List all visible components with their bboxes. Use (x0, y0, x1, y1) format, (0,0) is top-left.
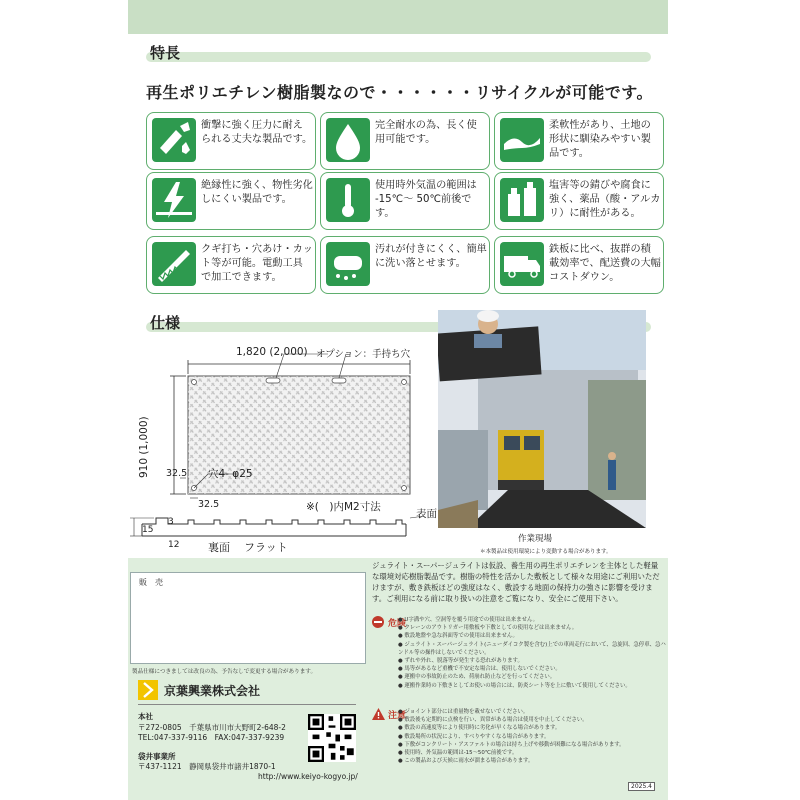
face-label: 表面 (416, 508, 437, 520)
feature-text: 塩害等の錆びや腐食に強く、薬品（酸・アルカリ）に耐性がある。 (549, 180, 661, 219)
worksite-photo (438, 310, 646, 528)
m2-note: ※( )内M2寸法 (306, 501, 381, 513)
sales-box (130, 572, 366, 664)
feature-card (494, 172, 664, 230)
top-band (128, 0, 668, 34)
warning-item: ● 使用時、外気温の範囲は-15～50℃前後です。 (398, 750, 518, 757)
thickness-top: 3 (168, 517, 174, 527)
back-label: 裏面 (208, 541, 230, 554)
water-drop-icon (326, 118, 370, 162)
feature-card (146, 236, 316, 294)
danger-badge (372, 616, 384, 628)
caution-title: 注意 (388, 711, 407, 721)
feature-card (494, 112, 664, 170)
feature-text: クギ打ち・穴あけ・カット等が可能。電動工具で加工できます。 (201, 244, 313, 283)
sales-label: 販 売 (139, 578, 163, 587)
feature-text: 完全耐水の為、長く使用可能です。 (375, 120, 477, 145)
headline: 再生ポリエチレン樹脂製なので・・・・・・リサイクルが可能です。 (146, 83, 653, 102)
width-dimension: 1,820 (2,000) (236, 346, 308, 358)
head-office-address: 〒272-0805 千葉県市川市大野町2-648-2 (138, 723, 286, 732)
photo-caption: 作業現場 (518, 534, 553, 544)
feature-text: 鉄板に比べ、抜群の積載効率で、配送費の大幅コストダウン。 (549, 244, 661, 283)
washing-icon (326, 242, 370, 286)
spec-title: 仕様 (150, 314, 181, 332)
company-name: 京葉興業株式会社 (164, 684, 261, 698)
website-url[interactable]: http://www.keiyo-kogyo.jp/ (258, 772, 358, 781)
product-description: ジュライト・スーパージュライトは仮設、養生用の再生ポリエチレンを主体とした軽量な環境対応樹脂製品です。樹脂の特性を活かした敷板として様々な用途にご利用いただけますが、敷き鉄板ほどの強度はなく、敷設する地面の保持力の強さに影響を受けます。ご利用になる前に取り扱いの注意をご覧になり、安全にご使用下さい。 (372, 561, 660, 603)
warning-item: ● 敷設場所の状況により、すべりやすくなる場合があります。 (398, 733, 550, 740)
warning-item: ● クレーンのアウトリガー用敷板や下敷としての使用などは出来ません。 (398, 625, 578, 632)
thickness-bottom: 12 (168, 540, 180, 550)
impact-icon (152, 118, 196, 162)
warning-item: ● ずれや外れ、脱落等が発生する恐れがあります。 (398, 658, 523, 665)
feature-text: 絶縁性に強く、物性劣化しにくい製品です。 (201, 180, 313, 205)
warning-item: ● 馬等があるなど重機で不安定な場合は、使用しないでください。 (398, 666, 561, 673)
feature-text: 汚れが付きにくく、簡単に洗い落とせます。 (375, 244, 487, 269)
warning-item: ● この製品および天候に雨水が溜まる場合があります。 (398, 758, 534, 765)
warning-item: ● U字溝や穴、空洞等を覆う用途での使用は出来ません。 (398, 617, 539, 623)
truck-icon (500, 242, 544, 286)
warning-item: ● 敷設地盤や急な斜面等での使用は出来ません。 (398, 633, 518, 640)
danger-list (386, 616, 666, 690)
warning-item: ● 敷設後も定期的に点検を行い、異常がある場合は使用を中止してください。 (398, 717, 588, 724)
thickness-total: 15 (142, 525, 154, 535)
company-logo-icon (138, 680, 158, 700)
danger-title: 危険 (388, 619, 407, 629)
saw-icon (152, 242, 196, 286)
branch-title: 袋井事業所 (138, 752, 176, 761)
offset-horizontal: 32.5 (198, 499, 220, 510)
qr-code-icon (308, 714, 356, 762)
flexible-sheet-icon (500, 118, 544, 162)
chemical-bottles-icon (500, 178, 544, 222)
hole-spec: 穴4- φ25 (208, 468, 253, 480)
feature-card (320, 172, 490, 230)
head-office-title: 本社 (138, 712, 153, 721)
feature-card (146, 112, 316, 170)
height-dimension: 910 (1,000) (138, 416, 150, 478)
feature-card (146, 172, 316, 230)
feature-card (494, 236, 664, 294)
warning-item: ● 敷設の高速度等により使用時に劣化が早くなる場合があります。 (398, 725, 561, 732)
catalog-page (128, 0, 668, 800)
features-title: 特長 (150, 44, 181, 62)
divider (138, 704, 356, 705)
lower-panel (128, 558, 668, 800)
feature-text: 使用時外気温の範囲は -15℃～ 50℃前後です。 (375, 180, 477, 219)
lightning-icon (152, 178, 196, 222)
feature-card (320, 236, 490, 294)
feature-text: 衝撃に強く圧力に耐えられる丈夫な製品です。 (201, 120, 313, 145)
warning-item: ● ジュライト・スーパージュライト(ニューダイコク製を含む)上での車両走行において、急旋回、急停車、急ハンドル等の操作はしないでください。 (398, 641, 666, 656)
option-handle-hole: オプション：手持ち穴 (316, 349, 411, 360)
flat-label: フラット (244, 541, 288, 554)
spec-change-note: 製品仕様につきましては改良の為、予告なしで変更する場合があります。 (132, 669, 317, 675)
edition-label: 2025.4 (628, 782, 655, 791)
feature-text: 柔軟性があり、土地の形状に馴染みやすい製品です。 (549, 120, 651, 159)
warning-item: ● 下敷がコンクリート・アスファルトの場合は持ち上げや移動が困難になる場合があります。 (398, 741, 625, 748)
head-office-phone: TEL:047-337-9116 FAX:047-337-9239 (138, 733, 285, 742)
caution-list (386, 708, 666, 765)
offset-vertical: 32.5 (166, 468, 188, 479)
feature-card (320, 112, 490, 170)
features-title-bar (146, 52, 651, 62)
branch-address: 〒437-1121 静岡県袋井市諸井1870-1 (138, 762, 276, 771)
warning-item: ● 運搬作業時の下敷きとしてお使いの場合には、防炎シート等を上に敷いて使用してください。 (398, 682, 631, 689)
caution-triangle-icon (372, 708, 385, 720)
photo-note: ＊本製品は使用環境により変動する場合があります。 (480, 549, 612, 555)
warning-item: ● ジョイント部分には重量物を載せないでください。 (398, 709, 529, 715)
thermometer-icon (326, 178, 370, 222)
warning-item: ● 運搬中の事故防止のため、荷崩れ防止などを行ってください。 (398, 674, 556, 681)
